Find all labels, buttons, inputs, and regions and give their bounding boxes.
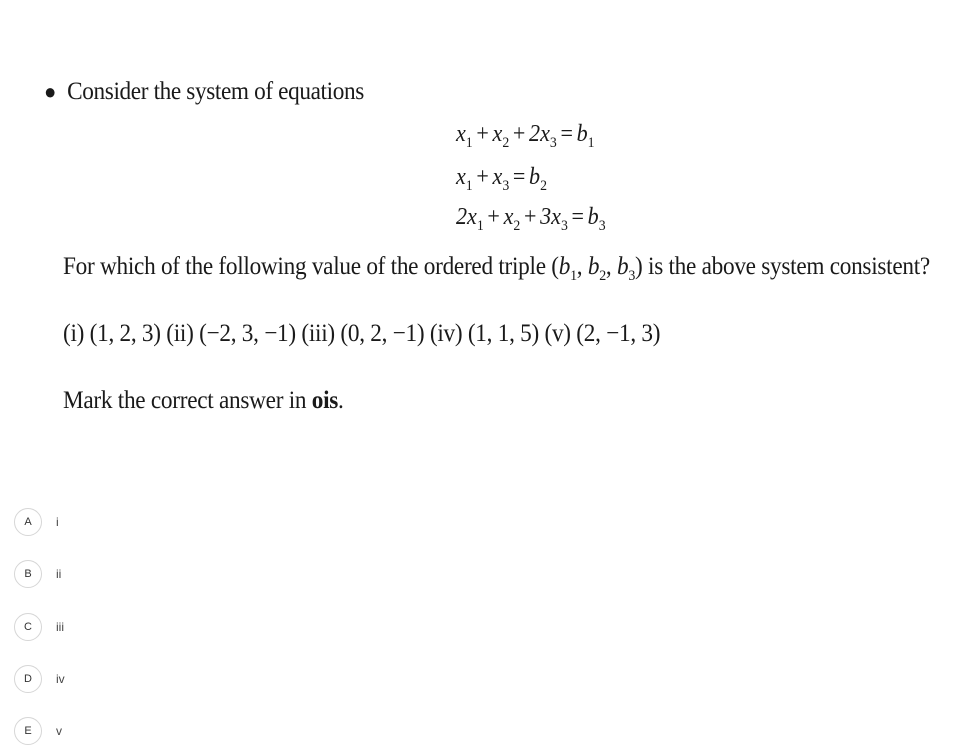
- option-label: iii: [56, 620, 64, 634]
- option-d[interactable]: [14, 664, 65, 694]
- question-prompt: For which of the following value of the ordered triple ($b_1$, $b_2$, $b_3$) is the above system consistent?: [63, 253, 930, 284]
- option-e[interactable]: [14, 716, 62, 746]
- bullet-icon: ●: [44, 79, 56, 104]
- option-label: i: [56, 515, 59, 529]
- option-label: v: [56, 724, 62, 738]
- option-b[interactable]: [14, 559, 61, 589]
- option-label: ii: [56, 567, 62, 581]
- question-instruction: Mark the correct answer in ois.: [63, 387, 344, 414]
- option-letter-badge[interactable]: E: [14, 717, 42, 745]
- option-letter-badge[interactable]: D: [14, 665, 42, 693]
- equation-2: $x_1 + x_3 = b_2$: [456, 164, 547, 194]
- question-intro: ● Consider the system of equations: [44, 78, 364, 105]
- equation-1: $x_1 + x_2 + 2x_3 = b_1$: [456, 121, 595, 151]
- option-a[interactable]: [14, 507, 59, 537]
- triple-choices: (i) (1, 2, 3) (ii) (−2, 3, −1) (iii) (0, 2, −1) (iv) (1, 1, 5) (v) (2, −1, 3): [63, 320, 661, 347]
- equation-3: $2x_1 + x_2 + 3x_3 = b_3$: [456, 204, 606, 234]
- option-letter-badge[interactable]: A: [14, 508, 42, 536]
- option-letter-badge[interactable]: C: [14, 613, 42, 641]
- option-c[interactable]: [14, 612, 64, 642]
- option-label: iv: [56, 672, 65, 686]
- option-letter-badge[interactable]: B: [14, 560, 42, 588]
